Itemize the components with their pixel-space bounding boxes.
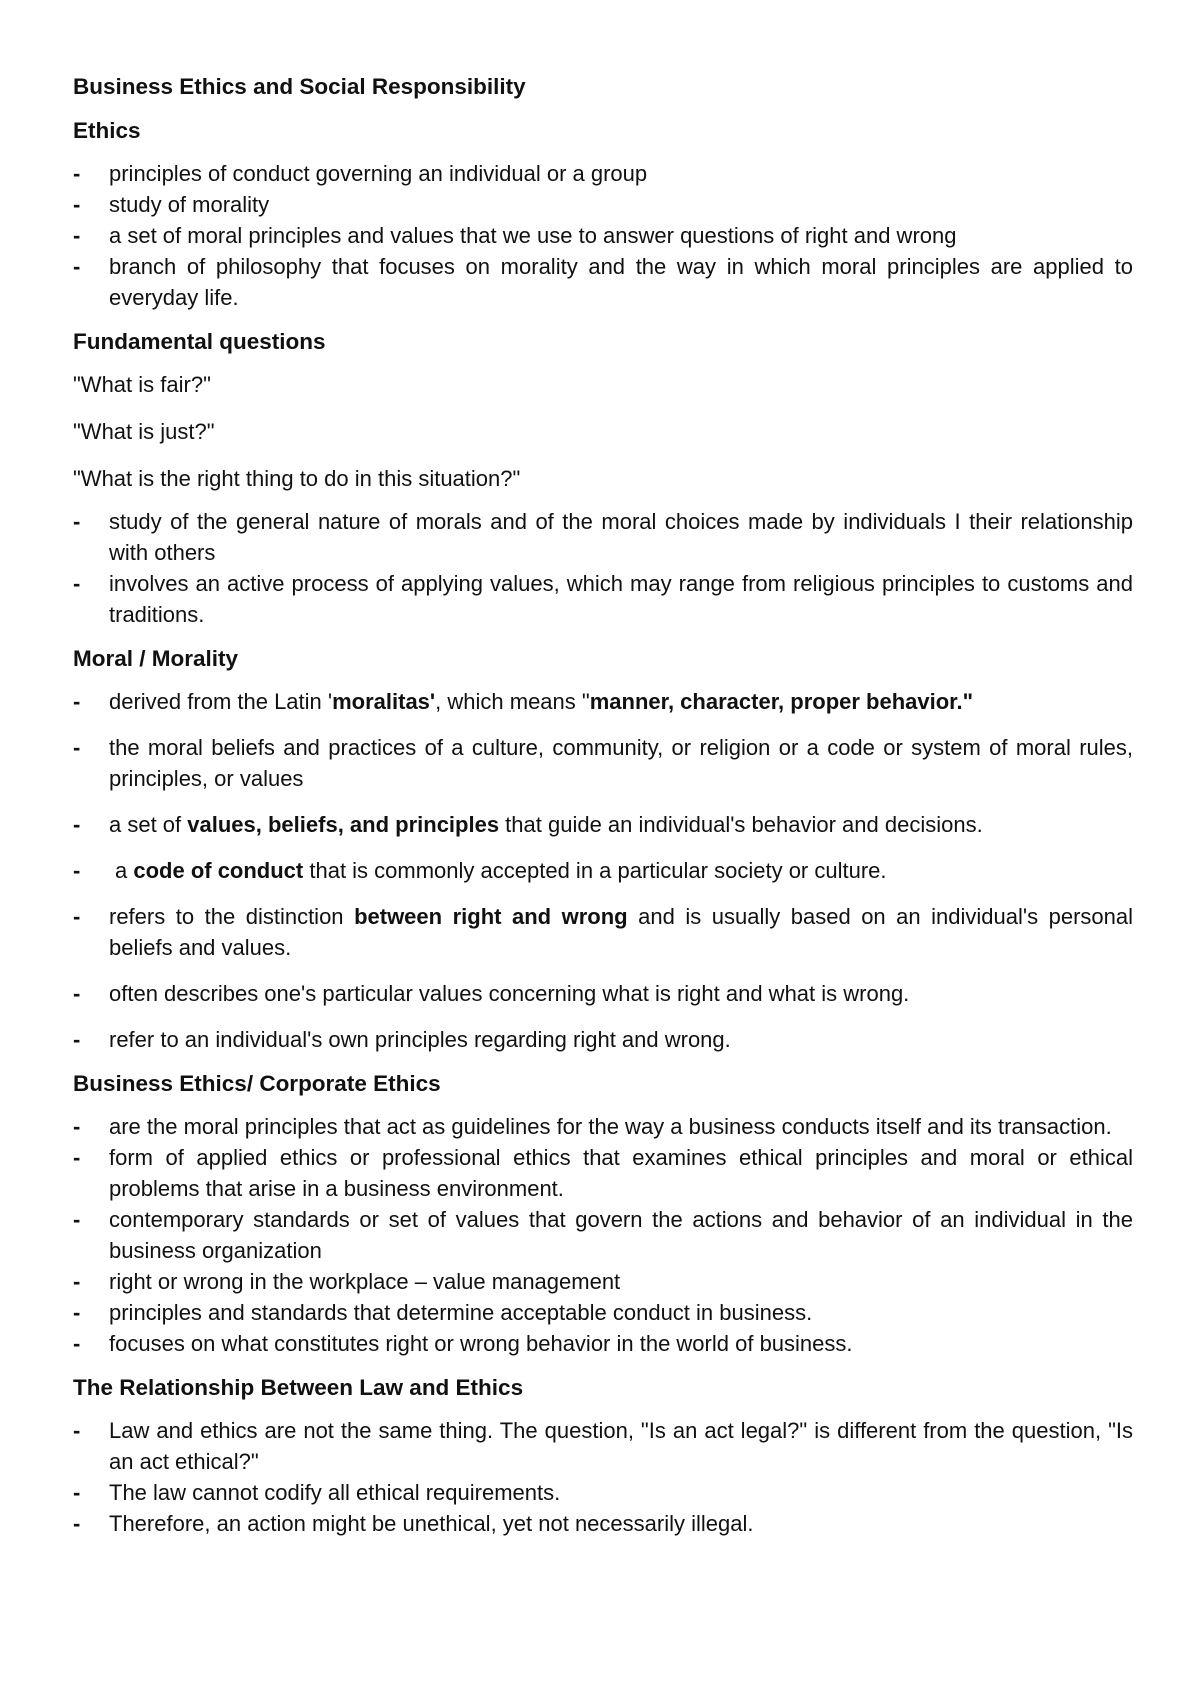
business-ethics-list [73,1111,1133,1359]
list-item: - are the moral principles that act as guidelines for the way a business conducts itself and its transaction. [73,1111,1133,1142]
list-item: - right or wrong in the workplace – value management [73,1266,1133,1297]
list-item: - form of applied ethics or professional ethics that examines ethical principles and moral or ethical problems that arise in a business environment. [73,1142,1133,1204]
document-title: Business Ethics and Social Responsibility [73,74,526,99]
law-ethics-heading: The Relationship Between Law and Ethics [73,1375,524,1400]
list-item: - study of morality [73,189,1133,220]
morality-heading: Moral / Morality [73,646,239,671]
list-item: - branch of philosophy that focuses on morality and the way in which moral principles are applied to everyday life. [73,251,1133,313]
list-item: - often describes one's particular values concerning what is right and what is wrong. [73,978,1133,1009]
list-item: - a set of values, beliefs, and principles that guide an individual's behavior and decisions. [73,809,1133,840]
morality-list [73,686,1133,1055]
list-item: - Law and ethics are not the same thing. The question, "Is an act legal?" is different from the question, "Is an act ethical?" [73,1415,1133,1477]
question-just: "What is just?" [73,419,215,444]
list-item: - The law cannot codify all ethical requirements. [73,1477,1133,1508]
list-item: - a set of moral principles and values that we use to answer questions of right and wrong [73,220,1133,251]
list-item: - the moral beliefs and practices of a culture, community, or religion or a code or system of moral rules, principles, or values [73,732,1133,794]
list-item: - refers to the distinction between right and wrong and is usually based on an individual's personal beliefs and values. [73,901,1133,963]
list-item: - contemporary standards or set of values that govern the actions and behavior of an individual in the business organization [73,1204,1133,1266]
list-item: - study of the general nature of morals and of the moral choices made by individuals I their relationship with others [73,506,1133,568]
fundamental-list [73,506,1133,630]
business-ethics-heading: Business Ethics/ Corporate Ethics [73,1071,441,1096]
list-item: - principles and standards that determine acceptable conduct in business. [73,1297,1133,1328]
ethics-heading: Ethics [73,118,141,143]
law-ethics-list [73,1415,1133,1539]
list-item: - refer to an individual's own principles regarding right and wrong. [73,1024,1133,1055]
list-item: - derived from the Latin 'moralitas', which means "manner, character, proper behavior." [73,686,1133,717]
fundamental-questions-heading: Fundamental questions [73,329,326,354]
list-item: - principles of conduct governing an individual or a group [73,158,1133,189]
question-fair: "What is fair?" [73,372,211,397]
list-item: - a code of conduct that is commonly accepted in a particular society or culture. [73,855,1133,886]
list-item: - Therefore, an action might be unethical, yet not necessarily illegal. [73,1508,1133,1539]
document-page [73,72,1133,1539]
ethics-list [73,158,1133,313]
list-item: - focuses on what constitutes right or wrong behavior in the world of business. [73,1328,1133,1359]
question-right-thing: "What is the right thing to do in this situation?" [73,466,521,491]
list-item: - involves an active process of applying values, which may range from religious principles to customs and traditions. [73,568,1133,630]
